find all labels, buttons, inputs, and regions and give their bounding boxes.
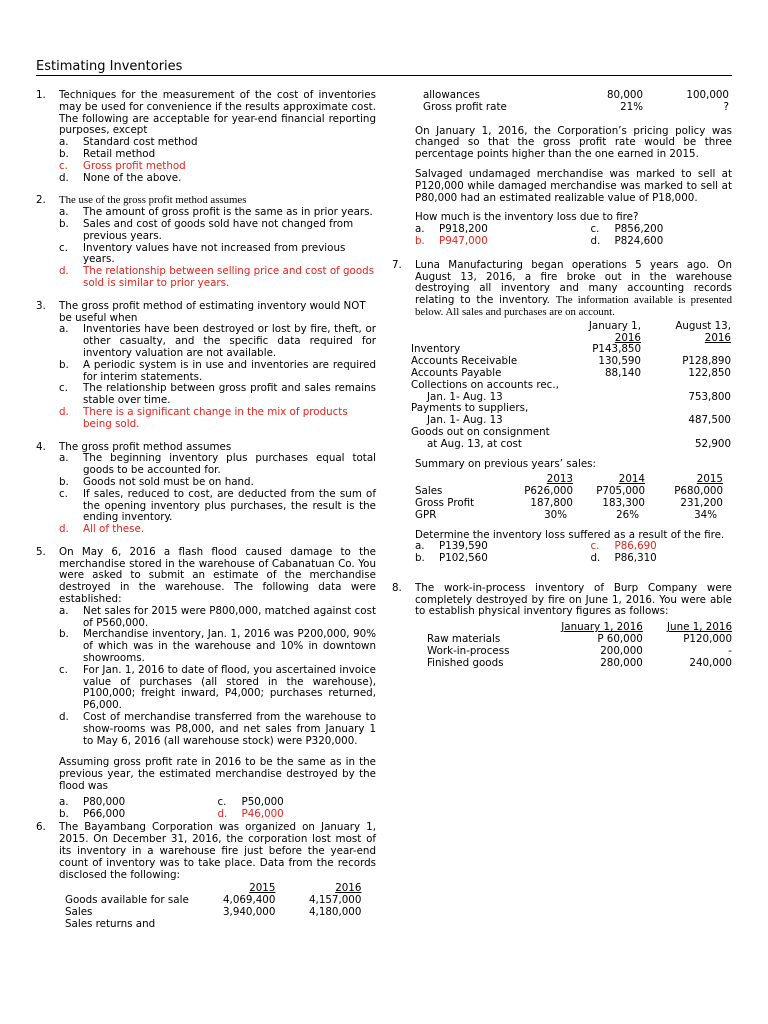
option-c: c. Inventory values have not increased from previous years. [59, 241, 346, 266]
answer-a: a. P918,200 [415, 223, 488, 236]
data-item-c: c. For Jan. 1, 2016 to date of flood, you ascertained invoice value of purchases (all stored in the warehouse), P100,000; freight inward, P4,000; purchases returned, P6,000. [59, 663, 376, 712]
question-text: Luna Manufacturing began operations 5 years ago. On August 13, 2016, a fire broke out in the warehouse destroying all inventory and many accounting records relating to the inventory. The information available is presented below. All sales and purchases are on account. [415, 258, 732, 318]
question-number: 6. [36, 821, 46, 834]
table-row: Inventory P143,850 [411, 343, 641, 356]
q6-data-table [65, 883, 361, 930]
question-prompt: Assuming gross profit rate in 2016 to be the same as in the previous year, the estimated merchandise destroyed by the flood was [59, 756, 376, 793]
table-row: allowances 80,000 100,000 [423, 89, 729, 101]
answer-row-1 [59, 797, 376, 809]
question-prompt: Determine the inventory loss suffered as a result of the fire. [415, 528, 725, 541]
question-text: The work-in-process inventory of Burp Company were completely destroyed by fire on June 1, 2016. You were able to establish physical inventory figures as follows: [415, 581, 732, 618]
question-7 [392, 260, 732, 565]
question-8 [392, 583, 732, 670]
question-number: 1. [36, 89, 46, 101]
option-b: b. Retail method [59, 147, 156, 160]
table-row: Raw materials P 60,000 P120,000 [427, 633, 732, 646]
q8-data-table: January 1, 2016 June 1, 2016 Raw materials P 60,000 P120,000 Work-in-process 200,000 - Finished goods 280,000 240,000 [427, 621, 732, 669]
left-column [36, 90, 376, 931]
option-c: c. The relationship between gross profit and sales remains stable over time. [59, 382, 376, 407]
page-title: Estimating Inventories [36, 59, 732, 76]
question-text: The Bayambang Corporation was organized on January 1, 2015. On December 31, 2016, the corporation lost most of its inventory in a warehouse fire just before the year-end count of inventory was to take place. Data from the records disclosed the following: [59, 821, 376, 881]
answer-d: d. P824,600 [590, 234, 664, 247]
table-row: Work-in-process 200,000 - [427, 644, 732, 657]
table-row: Goods available for sale 4,069,400 4,157,000 [65, 894, 362, 907]
answer-d: d. P86,310 [590, 552, 657, 565]
question-text: The gross profit method of estimating inventory would NOT be useful when [59, 299, 366, 324]
option-a: a. The beginning inventory plus purchases equal total goods to be accounted for. [59, 452, 376, 477]
option-d-answer: d. The relationship between selling price and cost of goods sold is similar to prior years. [59, 265, 375, 289]
col-header: 2016 [335, 882, 362, 895]
question-text: The use of the gross profit method assumes [59, 194, 247, 207]
option-a: a. The amount of gross profit is the same as in prior years. [59, 206, 373, 219]
question-number: 2. [36, 194, 46, 207]
question-text: The gross profit method assumes [59, 440, 232, 453]
answer-row-2 [415, 236, 732, 248]
table-row: Jan. 1- Aug. 13 753,800 [427, 390, 731, 403]
answer-b-correct: b. P947,000 [415, 234, 488, 247]
answer-b: b. P66,000 [59, 807, 126, 820]
option-a: a. Standard cost method [59, 136, 198, 149]
data-item-b: b. Merchandise inventory, Jan. 1, 2016 was P200,000, 90% of which was in the warehouse and 10% in downtown showrooms. [59, 628, 376, 665]
option-b: b. Sales and cost of goods sold have not changed from previous years. [59, 217, 354, 242]
option-a: a. Inventories have been destroyed or lost by fire, theft, or other casualty, and the specific data required for inventory valuation are not available. [59, 323, 376, 359]
option-c-answer: c. Gross profit method [59, 159, 186, 172]
table-row: Goods out on consignment [411, 425, 550, 438]
answer-row-2 [415, 553, 732, 565]
answer-c: c. P856,200 [590, 223, 664, 236]
question-number: 5. [36, 545, 46, 558]
answer-c-correct: c. P86,690 [590, 540, 657, 553]
question-4 [36, 442, 376, 536]
table-row: Gross Profit 187,800 183,300 231,200 [415, 496, 723, 509]
question-3 [36, 301, 376, 431]
question-number: 3. [36, 299, 46, 312]
answer-a: a. P80,000 [59, 795, 126, 808]
question-6 [36, 822, 376, 930]
table-row: Finished goods 280,000 240,000 [427, 656, 732, 669]
question-6-continued [392, 90, 732, 248]
question-number: 8. [392, 581, 402, 594]
question-prompt: How much is the inventory loss due to fire? [415, 211, 639, 224]
table-row: Sales 3,940,000 4,180,000 [65, 906, 362, 918]
q7-data-table: January 1, August 13, 2016 2016 Inventory P143,850 Accounts Receivable 130,590 P128,890 Accounts Payable 88,140 122,850 Collections on accounts rec., Jan. 1- Aug. 13 753,800 Payments to suppliers, Jan. 1- Aug. 13 487,500 Goods out on consignment at Aug. 13, at cost 52,900 [411, 319, 731, 450]
answer-d-correct: d. P46,000 [217, 807, 284, 820]
col-header: 2015 [249, 882, 276, 895]
summary-title: Summary on previous years’ sales: [415, 457, 597, 470]
option-c: c. If sales, reduced to cost, are deducted from the sum of the opening inventory plus purchases, the result is the ending inventory. [59, 487, 376, 524]
table-row: Jan. 1- Aug. 13 487,500 [427, 414, 731, 427]
table-row: at Aug. 13, at cost 52,900 [427, 437, 731, 450]
paragraph: Salvaged undamaged merchandise was marked to sell at P120,000 while damaged merchandise was marked to sell at P80,000 had an estimated realizable value of P18,000. [415, 167, 732, 204]
data-item-d: d. Cost of merchandise transferred from the warehouse to show-rooms was P8,000, and net sales from January 1 to May 6, 2016 (all warehouse stock) were P320,000. [59, 711, 376, 747]
option-b: b. Goods not sold must be on hand. [59, 475, 254, 488]
question-5 [36, 547, 376, 821]
question-number: 7. [392, 258, 402, 271]
q7-summary-table: 2013 2014 2015 Sales P626,000 P705,000 P680,000 Gross Profit 187,800 183,300 231,200 GPR 30% 26% 34% [415, 473, 723, 521]
question-1 [36, 90, 376, 184]
option-d: d. None of the above. [59, 171, 182, 184]
option-d-answer: d. All of these. [59, 523, 145, 536]
table-row: Accounts Receivable 130,590 P128,890 [411, 355, 731, 368]
table-row: GPR 30% 26% 34% [415, 508, 717, 521]
paragraph: On January 1, 2016, the Corporation’s pricing policy was changed so that the gross profit rate would be three percentage points higher than the one earned in 2015. [415, 124, 732, 161]
answer-row-2 [59, 809, 376, 821]
answer-b: b. P102,560 [415, 552, 488, 565]
table-row: Accounts Payable 88,140 122,850 [411, 366, 731, 379]
table-row: Collections on accounts rec., [411, 378, 559, 391]
question-text: On May 6, 2016 a flash flood caused damage to the merchandise stored in the warehouse of Cabanatuan Co. You were asked to submit an estimate of the merchandise destroyed in the warehouse. The following data were established: [59, 545, 376, 606]
answer-a: a. P139,590 [415, 540, 488, 553]
q6-data-table-cont [415, 90, 729, 114]
option-d-answer: d. There is a significant change in the mix of products being sold. [59, 405, 348, 430]
option-b: b. A periodic system is in use and inventories are required for interim statements. [59, 358, 376, 383]
question-2 [36, 195, 376, 289]
table-row: Sales returns and [65, 917, 156, 930]
question-text: Techniques for the measurement of the cost of inventories may be used for convenience if the results approximate cost. The following are acceptable for year-end financial reporting purposes, except [59, 89, 376, 137]
data-item-a: a. Net sales for 2015 were P800,000, matched against cost of P560,000. [59, 604, 376, 629]
question-number: 4. [36, 440, 46, 453]
table-row: Sales P626,000 P705,000 P680,000 [415, 485, 723, 498]
answer-c: c. P50,000 [217, 795, 284, 808]
table-row: Gross profit rate 21% ? [423, 100, 729, 113]
right-column [392, 90, 732, 678]
table-row: Payments to suppliers, [411, 402, 529, 415]
